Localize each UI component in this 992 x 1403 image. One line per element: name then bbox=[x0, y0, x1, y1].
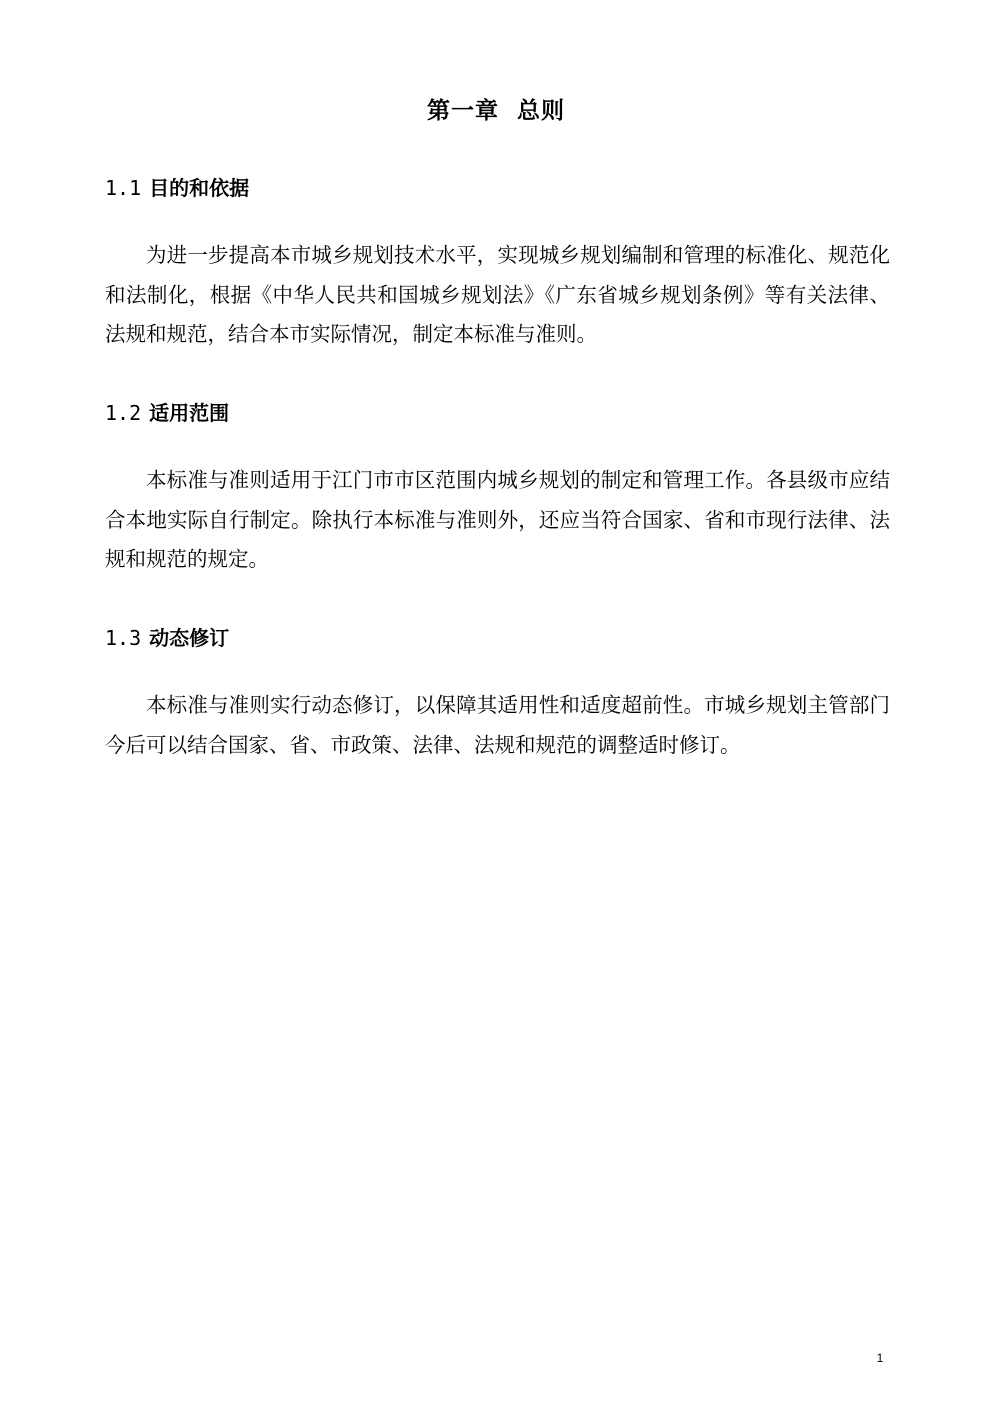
section-heading-1-2 bbox=[105, 398, 229, 428]
section-body-1-3: 本标准与准则实行动态修订，以保障其适用性和适度超前性。市城乡规划主管部门今后可以结合国家、省、市政策、法律、法规和规范的调整适时修订。 bbox=[105, 693, 890, 757]
section-heading-1-3 bbox=[105, 623, 229, 653]
section-number: 1.2 bbox=[105, 401, 142, 425]
section-heading-1-1 bbox=[105, 173, 249, 203]
page-number: 1 bbox=[876, 1351, 884, 1365]
section-title: 动态修订 bbox=[149, 626, 230, 650]
section-body-1-1: 为进一步提高本市城乡规划技术水平，实现城乡规划编制和管理的标准化、规范化和法制化，根据《中华人民共和国城乡规划法》《广东省城乡规划条例》等有关法律、法规和规范，结合本市实际情况，制定本标准与准则。 bbox=[105, 243, 890, 346]
section-title: 适用范围 bbox=[149, 401, 230, 425]
section-body-1-2: 本标准与准则适用于江门市市区范围内城乡规划的制定和管理工作。各县级市应结合本地实际自行制定。除执行本标准与准则外，还应当符合国家、省和市现行法律、法规和规范的规定。 bbox=[105, 468, 890, 571]
section-title: 目的和依据 bbox=[149, 176, 250, 200]
chapter-title: 第一章 总则 bbox=[426, 97, 565, 124]
section-number: 1.3 bbox=[105, 626, 142, 650]
section-number: 1.1 bbox=[105, 176, 142, 200]
